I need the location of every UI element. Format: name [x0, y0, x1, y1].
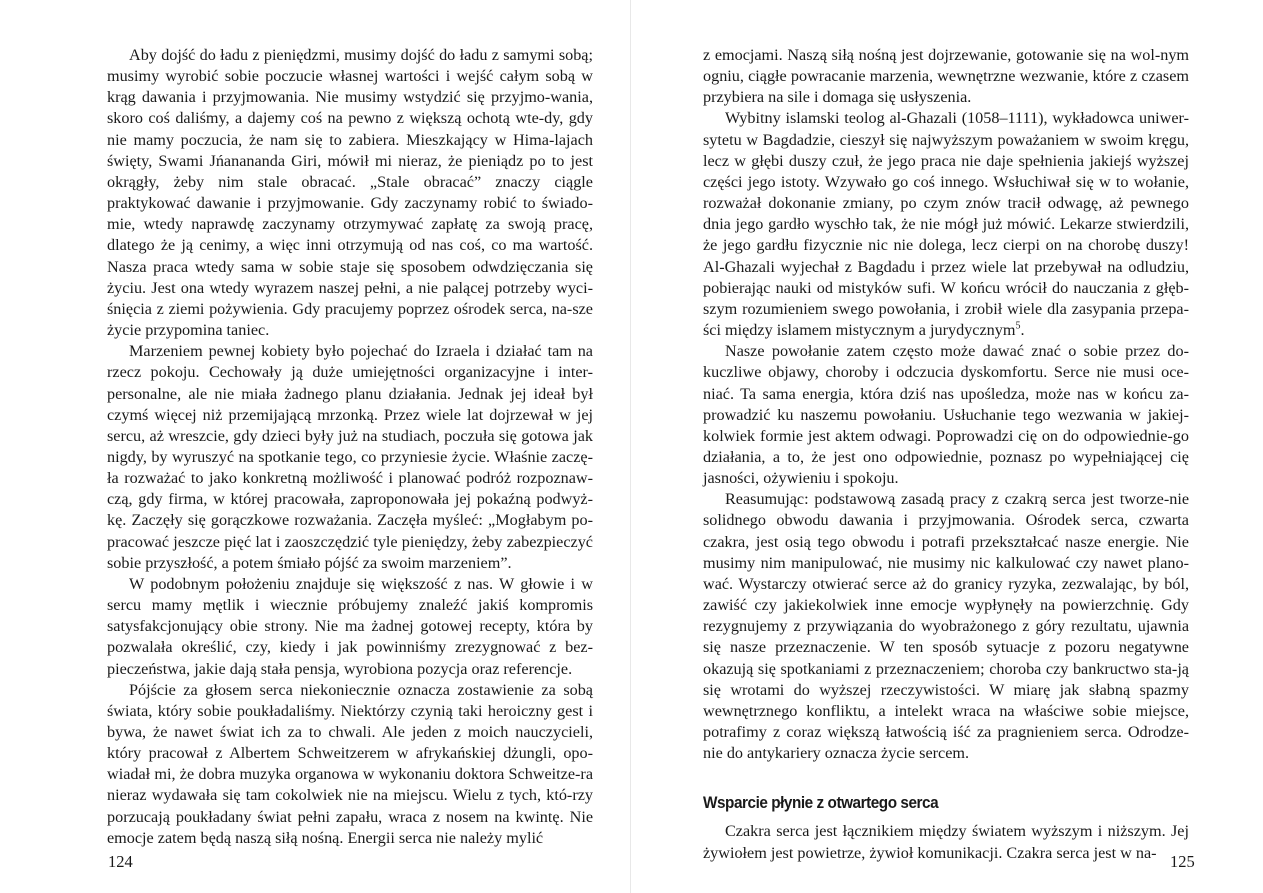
paragraph: Aby dojść do ładu z pieniędzmi, musimy dojść do ładu z samymi sobą; musimy wyrobić sobie poczucie własnej wartości i wejść całym sobą w krąg dawania i przyjmowania. Nie musimy wstydzić się przyjmo-wania, skoro coś daliśmy, a dajemy coś na pewno z większą ochotą wte-dy, gdy nie mamy poczucia, że nam się to zabiera. Mieszkający w Hima-lajach święty, Swami Jńanananda Giri, mówił mi nieraz, że pieniądz po to jest okrągły, żeby nim stale obracać. „Stale obracać” znaczy ciągle praktykować dawanie i przyjmowanie. Gdy zaczynamy robić to świado-mie, wtedy naprawdę zaczynamy otrzymywać zapłatę za swoją pracę, dlatego że ją cenimy, a więc inni otrzymują od nas coś, co ma wartość. Nasza praca wtedy sama w sobie staje się sposobem odwdzięczania się życiu. Jest ona wtedy wyrazem naszej pełni, a nie palącej potrzeby wyci-śnięcia z ziemi pożywienia. Gdy pracujemy poprzez ośrodek serca, na-sze życie przypomina taniec. — [107, 46, 593, 340]
paragraph-end: . — [1020, 321, 1025, 340]
paragraph: Czakra serca jest łącznikiem między światem wyższym i niższym. Jej żywiołem jest powietrze, żywioł komunikacji. Czakra serca jest w na- — [703, 822, 1189, 862]
page-number: 124 — [108, 852, 133, 871]
paragraph: Pójście za głosem serca niekoniecznie oznacza zostawienie za sobą świata, który sobie poukładaliśmy. Niektórzy czynią taki heroiczny gest i bywa, że nawet świat ich za to chwali. Ale jeden z moich nauczycieli, który pracował z Albertem Schweitzerem w afrykańskiej dżungli, opo-wiadał mi, że dobra muzyka organowa w wykonaniu doktora Schweitze-ra nieraz wydawała się tam cokolwiek nie na miejscu. Wielu z tych, któ-rzy porzucają poukładany świat pełni zapału, wraca z nosem na kwintę. Nie emocje zatem będą naszą siłą nośną. Energii serca nie należy mylić — [107, 680, 593, 847]
left-text-column — [107, 45, 593, 849]
right-text-column — [703, 45, 1189, 864]
heading-spacer — [703, 764, 1189, 792]
page-number: 125 — [1170, 852, 1195, 871]
right-page — [632, 0, 1263, 893]
left-page — [0, 0, 631, 893]
footnote-marker: 5 — [1015, 320, 1021, 332]
heading-spacer — [703, 813, 1189, 821]
paragraph-text: Wybitny islamski teolog al-Ghazali (1058–1111), wykładowca uniwer-sytetu w Bagdadzie, cieszył się najwyższym poważaniem w swoim kręgu, lecz w głębi duszy czuł, że jego praca nie daje spełnienia jakiejś wyższej części jego istoty. Wzywało go coś innego. Wsłuchiwał się w to wołanie, rozważał dokonanie zmiany, po czym znów tracił odwagę, aż pewnego dnia jego gardło wyschło tak, że nie mógł już mówić. Lekarze stwierdzili, że jego gardłu fizycznie nic nie dolega, lecz cierpi on na chorobę duszy! Al-Ghazali wyjechał z Bagdadu i przez wiele lat przebywał na odludziu, pobierając nauki od mistyków sufi. W końcu wrócił do nauczania z głęb-szym rozumieniem swego powołania, i zrobił wiele dla zasypania przepa-ści między islamem mistycznym a jurydycznym — [703, 109, 1189, 340]
book-gutter — [630, 0, 631, 893]
paragraph: W podobnym położeniu znajduje się większość z nas. W głowie i w sercu mamy mętlik i wiecznie próbujemy znaleźć jakiś kompromis satysfakcjonujący obie strony. Nie ma żadnej gotowej recepty, która by pozwalała określić, czy, kiedy i jak powinniśmy zrezygnować z bez-pieczeństwa, jakie dają stała pensja, wyrobiona pozycja oraz referencje. — [107, 574, 593, 678]
paragraph — [703, 108, 1189, 341]
section-heading: Wsparcie płynie z otwartego serca — [703, 793, 939, 813]
paragraph-continuation: z emocjami. Naszą siłą nośną jest dojrzewanie, gotowanie się na wol-nym ogniu, ciągłe powracanie marzenia, wewnętrzne wezwanie, które z czasem przybiera na sile i domaga się usłyszenia. — [703, 46, 1189, 107]
paragraph: Nasze powołanie zatem często może dawać znać o sobie przez do-kuczliwe objawy, choroby i odczucia dyskomfortu. Serce nie musi oce-niać. Ta sama energia, która dziś nas upośledza, może nas w końcu za-prowadzić ku naszemu powołaniu. Usłuchanie tego wezwania w jakiej-kolwiek formie jest aktem odwagi. Poprowadzi cię on do odpowiednie-go działania, a to, że jest ono odpowiednie, poznasz po wypełniającej cię jasności, ożywieniu i spokoju. — [703, 342, 1189, 488]
paragraph: Marzeniem pewnej kobiety było pojechać do Izraela i działać tam na rzecz pokoju. Cechowały ją duże umiejętności organizacyjne i inter-personalne, ale nie miała żadnego planu działania. Jednak jej ideał był czymś więcej niż przemijającą mrzonką. Przez wiele lat dojrzewał w jej sercu, aż wreszcie, gdy dzieci były już na studiach, poczuła się gotowa jak nigdy, by wyruszyć na spotkanie tego, co przyniesie życie. Właśnie zaczę-ła rozważać to jako konkretną możliwość i planować podróż rozpoznaw-czą, gdy firma, w której pracowała, zaproponowała jej pokaźną podwyż-kę. Zaczęły się gorączkowe rozważania. Zaczęła myśleć: „Mogłabym po-pracować jeszcze pięć lat i zaoszczędzić tyle pieniędzy, żeby zabezpieczyć sobie przyszłość, a potem śmiało pójść za swoim marzeniem”. — [107, 342, 593, 572]
paragraph: Reasumując: podstawową zasadą pracy z czakrą serca jest tworze-nie solidnego obwodu dawania i przyjmowania. Ośrodek serca, czwarta czakra, jest osią tego obwodu i potrafi przekształcać nasze energie. Nie musimy nim manipulować, nie musimy nic kalkulować czy nawet plano-wać. Wystarczy otwierać serce aż do granicy ryzyka, zezwalając, by ból, zawiść czy jakiekolwiek inne emocje wypłynęły na powierzchnię. Gdy rezygnujemy z przywiązania do wyobrażonego z góry rezultatu, ujawnia się nasze przeznaczenie. W ten sposób sytuacje z pozoru negatywne okazują się spotkaniami z przeznaczeniem; choroba czy bankructwo sta-ją się wrotami do wyższej rzeczywistości. W miarę jak słabną spazmy wewnętrznego konfliktu, a intelekt wraca na właściwe sobie miejsce, potrafimy z coraz większą łatwością iść za pragnieniem serca. Odrodze-nie do antykariery oznacza życie sercem. — [703, 490, 1189, 763]
